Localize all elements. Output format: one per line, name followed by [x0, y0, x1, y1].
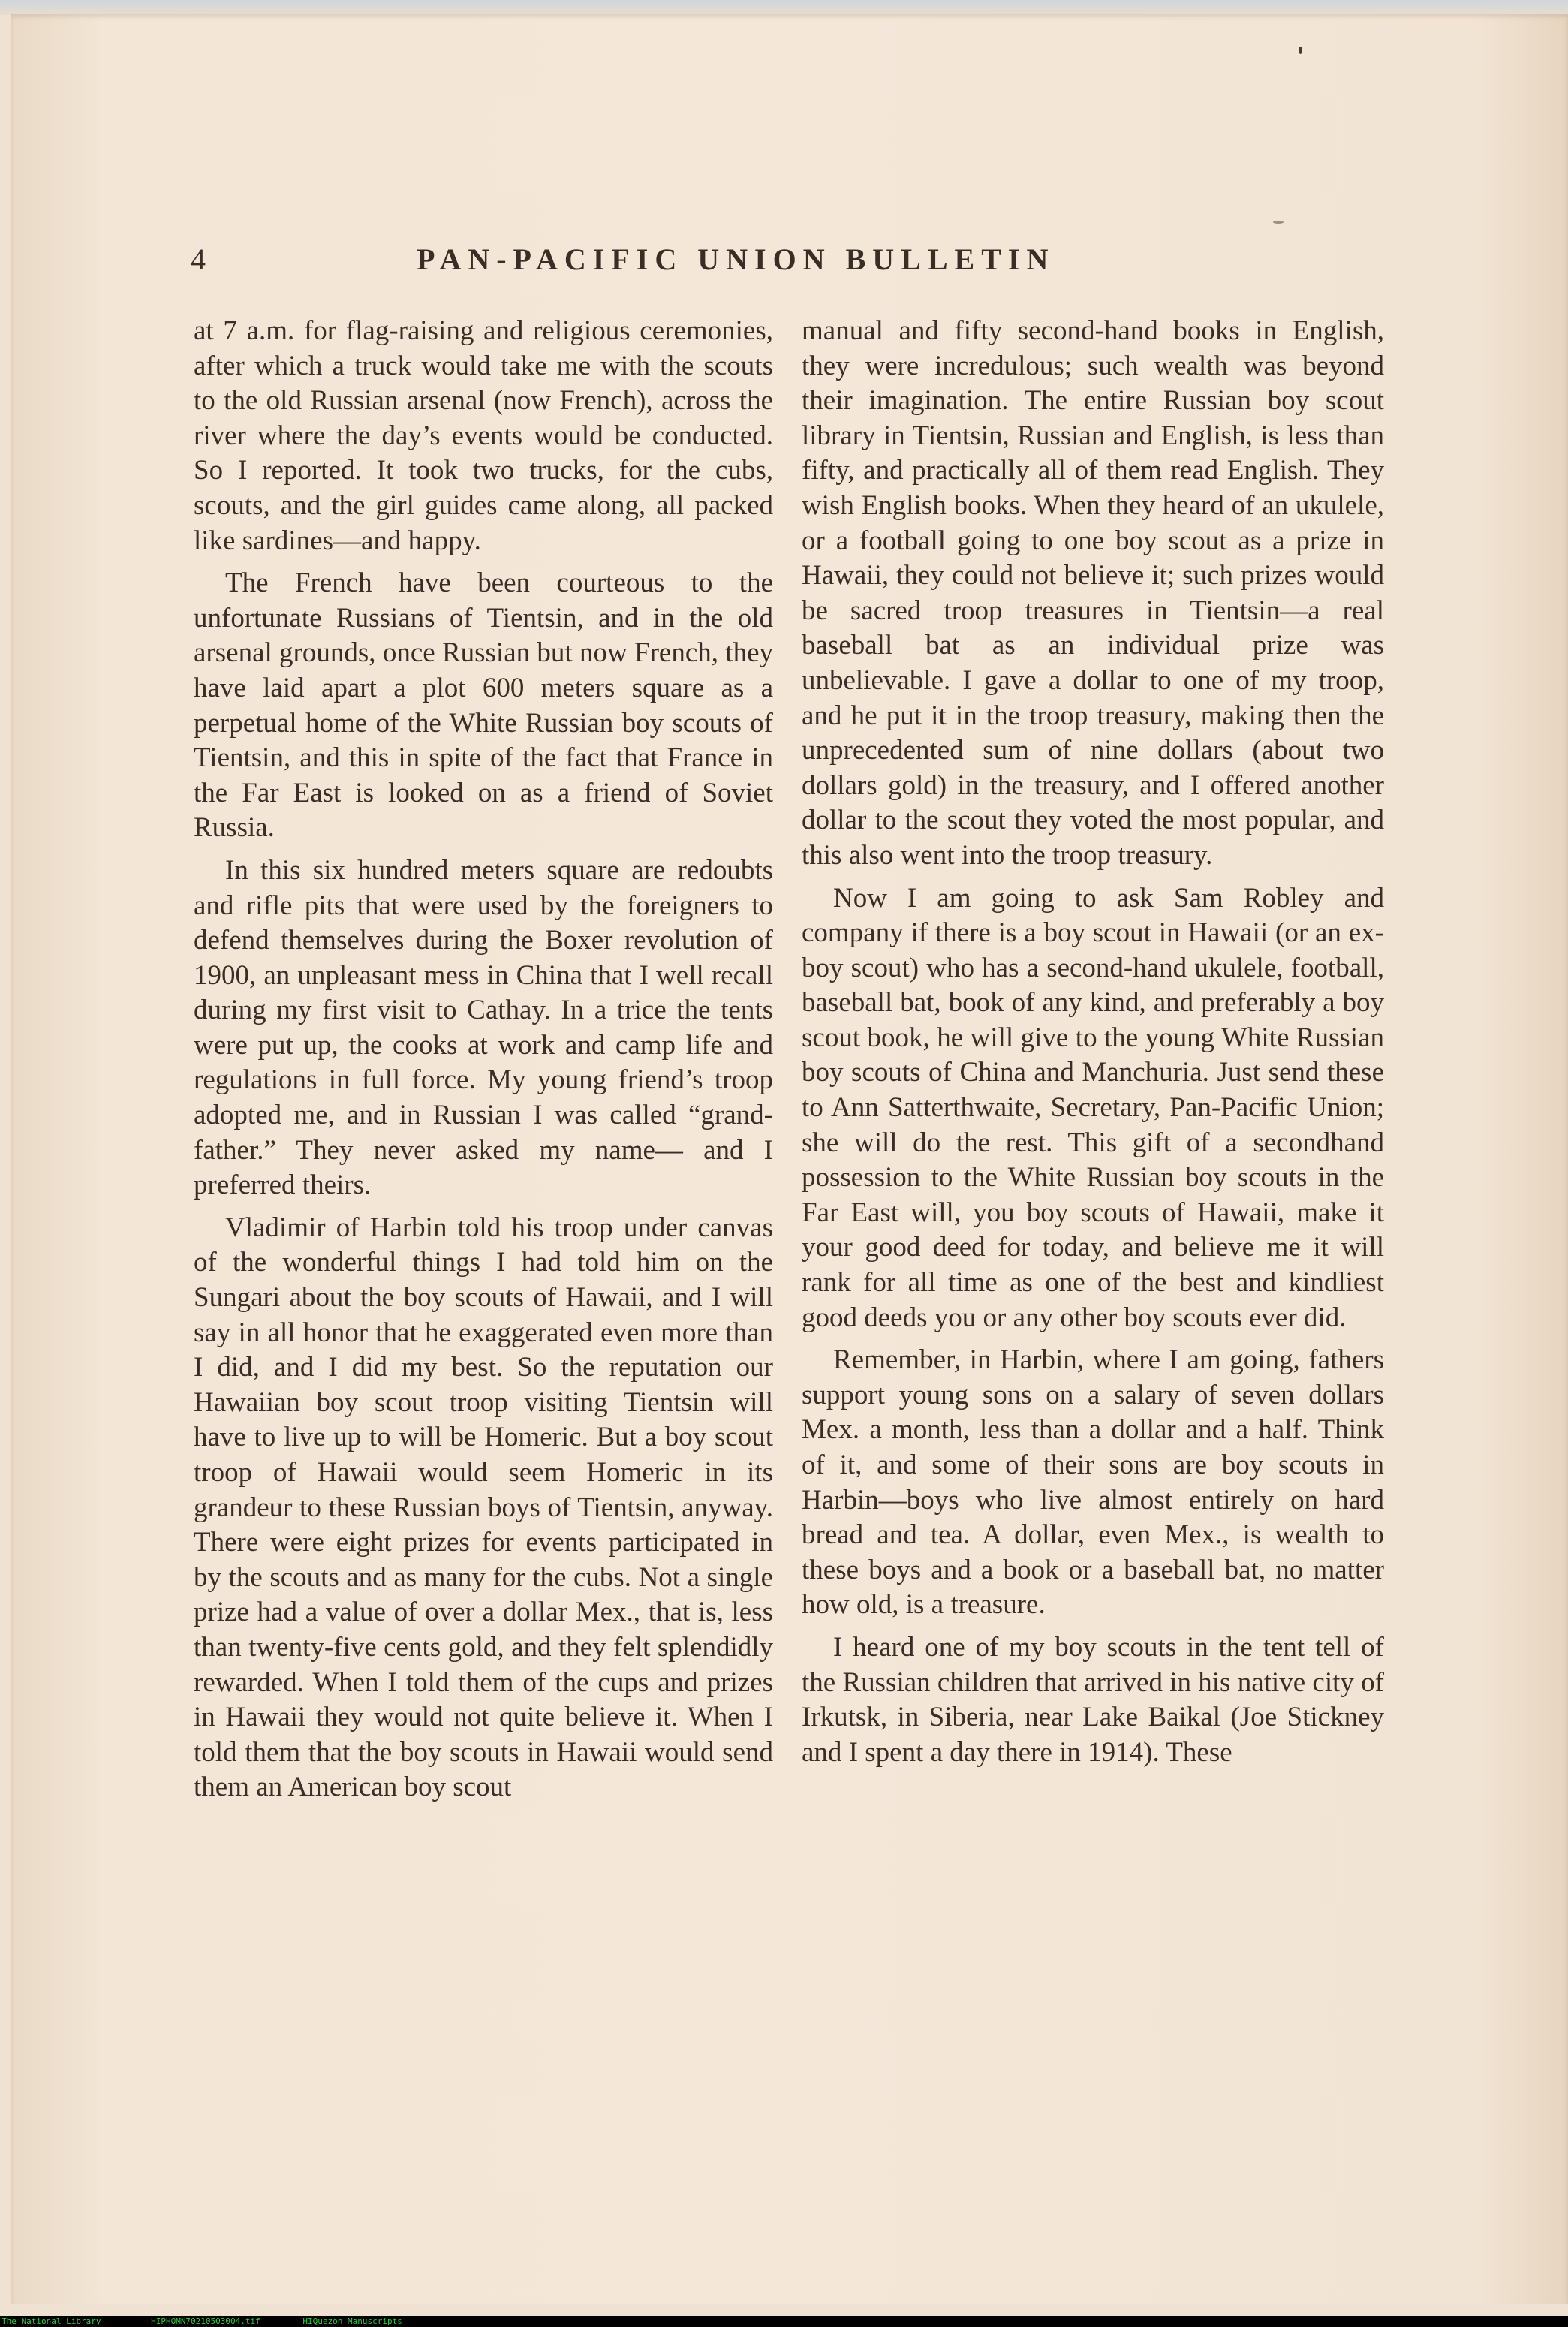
paragraph: manual and fifty second-hand books in English, they were incredulous; such wealth was beyond their imagination. The entire Russian boy scout library in Tientsin, Russian and English, is less than fifty, and practically all of them read English. They wish English books. When they heard of an ukulele, or a football going to one boy scout as a prize in Hawaii, they could not believe it; such prizes would be sacred troop treasures in Tientsin—a real baseball bat as an individual prize was unbelievable. I gave a dollar to one of my troop, and he put it in the troop treasury, making then the unprecedented sum of nine dollars (about two dollars gold) in the treasury, and I offered another dollar to the scout they voted the most popular, and this also went into the troop treasury. — [802, 315, 1384, 871]
scan-speck — [1273, 221, 1284, 224]
collection-label: HIQuezon Manuscripts — [302, 2316, 402, 2326]
scan-metadata-strip — [0, 2316, 1568, 2327]
paragraph: I heard one of my boy scouts in the tent tell of the Russian children that arrived in his native city of Irkutsk, in Siberia, near Lake Baikal (Joe Stickney and I spent a day there in 1914). These — [802, 1631, 1384, 1768]
right-column — [802, 314, 1384, 1778]
paragraph: at 7 a.m. for flag-raising and religious ceremonies, after which a truck would take me with the scouts to the old Russian arsenal (now French), across the river where the day’s events would be conducted. So I reported. It took two trucks, for the cubs, scouts, and the girl guides came along, all packed like sardines—and happy. — [194, 315, 773, 556]
left-column — [194, 314, 773, 1813]
running-head: PAN-PACIFIC UNION BULLETIN — [417, 242, 1055, 276]
file-name-label: HIPHOMN70210503004.tif — [151, 2316, 260, 2326]
paragraph: Now I am going to ask Sam Robley and company if there is a boy scout in Hawaii (or an ex-boy scout) who has a second-hand ukulele, football, baseball bat, book of any kind, and preferably a boy scout book, he will give to the young White Russian boy scouts of China and Manchuria. Just send these to Ann Satterthwaite, Secretary, Pan-Pacific Union; she will do the rest. This gift of a secondhand possession to the White Russian boy scouts in the Far East will, you boy scouts of Hawaii, make it your good deed for today, and believe me it will rank for all time as one of the best and kindliest good deeds you or any other boy scouts ever did. — [802, 882, 1384, 1333]
paragraph: The French have been courteous to the unfortunate Russians of Tientsin, and in the old arsenal grounds, once Russian but now French, they have laid apart a plot 600 meters square as a perpetual home of the White Russian boy scouts of Tientsin, and this in spite of the fact that France in the Far East is looked on as a friend of Soviet Russia. — [194, 567, 773, 844]
paragraph: Remember, in Harbin, where I am going, fathers support young sons on a salary of seven dollars Mex. a month, less than a dollar and a half. Think of it, and some of their sons are boy scouts in Harbin—boys who live almost entirely on hard bread and tea. A dollar, even Mex., is wealth to these boys and a book or a baseball bat, no matter how old, is a treasure. — [802, 1344, 1384, 1621]
paragraph: In this six hundred meters square are redoubts and rifle pits that were used by the foreigners to defend themselves during the Boxer revolution of 1900, an unpleasant mess in China that I well recall during my first visit to Cathay. In a trice the tents were put up, the cooks at work and camp life and regulations in full force. My young friend’s troop adopted me, and in Russian I was called “grandfather.” They never asked my name— and I preferred theirs. — [194, 854, 773, 1201]
library-label: The National Library — [2, 2316, 101, 2326]
page-number: 4 — [191, 242, 206, 276]
paragraph: Vladimir of Harbin told his troop under canvas of the wonderful things I had told him on the Sungari about the boy scouts of Hawaii, and I will say in all honor that he exaggerated even more than I did, and I did my best. So the reputation our Hawaiian boy scout troop visiting Tientsin will have to live up to will be Homeric. But a boy scout troop of Hawaii would seem Homeric in its grandeur to these Russian boys of Tientsin, anyway. There were eight prizes for events participated in by the scouts and as many for the cubs. Not a single prize had a value of over a dollar Mex., that is, less than twenty-five cents gold, and they felt splendidly rewarded. When I told them of the cups and prizes in Hawaii they would not quite believe it. When I told them that the boy scouts in Hawaii would send them an American boy scout — [194, 1212, 773, 1803]
scan-top-edge — [0, 0, 1568, 15]
scan-speck — [1299, 47, 1302, 54]
